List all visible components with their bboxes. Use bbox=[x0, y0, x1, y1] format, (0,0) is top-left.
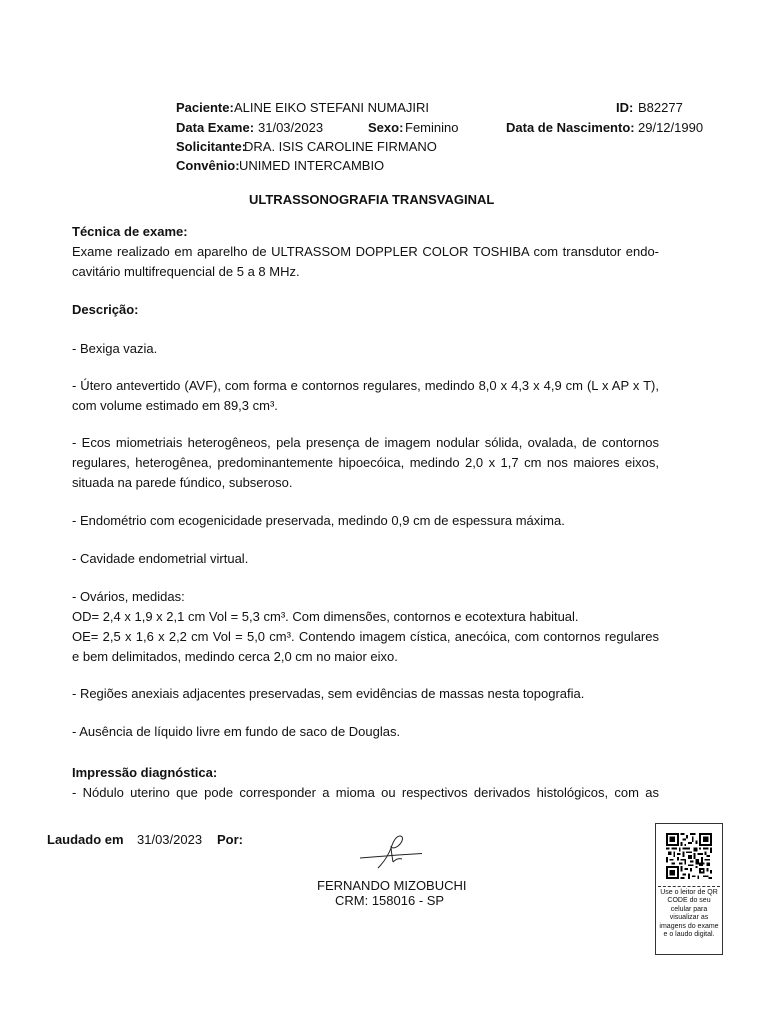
finding-bladder bbox=[72, 339, 659, 359]
impression-section bbox=[72, 763, 659, 803]
birth-date-value: 29/12/1990 bbox=[638, 120, 704, 135]
impression-heading: Impressão diagnóstica: bbox=[72, 765, 218, 780]
insurance-label: Convênio: bbox=[176, 158, 240, 173]
patient-name: ALINE EIKO STEFANI NUMAJIRI bbox=[234, 100, 430, 115]
insurance-value: UNIMED INTERCAMBIO bbox=[239, 158, 385, 173]
finding-line: - Ovários, medidas: bbox=[72, 589, 185, 604]
qr-code-icon[interactable] bbox=[666, 833, 712, 879]
technique-section bbox=[72, 222, 659, 282]
patient-label: Paciente: bbox=[176, 100, 234, 115]
finding-line: e bem delimitados, medindo cerca 2,0 cm no maior eixo. bbox=[72, 649, 398, 664]
sex-label: Sexo: bbox=[368, 120, 404, 135]
finding-line: - Útero antevertido (AVF), com forma e contornos regulares, medindo 8,0 x 4,3 x 4,9 cm (L x AP x T), bbox=[72, 378, 659, 393]
description-heading: Descrição: bbox=[72, 302, 139, 317]
finding-free-fluid bbox=[72, 722, 659, 742]
finding-ovaries bbox=[72, 587, 659, 667]
requester-name: DRA. ISIS CAROLINE FIRMANO bbox=[244, 139, 437, 154]
report-title: ULTRASSONOGRAFIA TRANSVAGINAL bbox=[249, 192, 495, 207]
finding-line: situada na parede fúndico, subseroso. bbox=[72, 475, 293, 490]
qr-code-panel bbox=[655, 823, 723, 955]
id-label: ID: bbox=[616, 100, 634, 115]
finding-myometrium bbox=[72, 433, 659, 493]
description-heading-block bbox=[72, 300, 659, 320]
exam-date-value: 31/03/2023 bbox=[258, 120, 324, 135]
impression-line: - Nódulo uterino que pode corresponder a mioma ou respectivos derivados histológicos, com as bbox=[72, 785, 659, 800]
doctor-crm: CRM: 158016 - SP bbox=[335, 893, 445, 908]
finding-line: OE= 2,5 x 1,6 x 2,2 cm Vol = 5,0 cm³. Contendo imagem cística, anecóica, com contornos regulares bbox=[72, 629, 659, 644]
finding-line: - Endométrio com ecogenicidade preservada, medindo 0,9 cm de espessura máxima. bbox=[72, 513, 565, 528]
doctor-name: FERNANDO MIZOBUCHI bbox=[317, 878, 467, 893]
reported-on-date: 31/03/2023 bbox=[137, 832, 203, 847]
finding-line: - Ausência de líquido livre em fundo de saco de Douglas. bbox=[72, 724, 401, 739]
finding-line: regulares, heterogênea, predominantemente hipoecóica, medindo 2,0 x 1,7 cm nos maiores eixos, bbox=[72, 455, 659, 470]
signature-icon bbox=[358, 832, 424, 872]
birth-date-label: Data de Nascimento: bbox=[506, 120, 635, 135]
id-value: B82277 bbox=[638, 100, 683, 115]
requester-label: Solicitante: bbox=[176, 139, 247, 154]
qr-caption: Use o leitor de QR CODE do seu celular para visualizar as imagens do exame e o laudo digital. bbox=[659, 889, 719, 939]
reported-on-label: Laudado em bbox=[47, 832, 124, 847]
finding-line: - Cavidade endometrial virtual. bbox=[72, 551, 249, 566]
sex-value: Feminino bbox=[405, 120, 459, 135]
finding-cavity bbox=[72, 549, 659, 569]
qr-divider bbox=[658, 886, 720, 887]
finding-endometrium bbox=[72, 511, 659, 531]
exam-date-label: Data Exame: bbox=[176, 120, 255, 135]
finding-uterus bbox=[72, 376, 659, 416]
reported-by-label: Por: bbox=[217, 832, 243, 847]
technique-line: Exame realizado em aparelho de ULTRASSOM DOPPLER COLOR TOSHIBA com transdutor endo- bbox=[72, 244, 659, 259]
finding-line: - Ecos miometriais heterogêneos, pela presença de imagem nodular sólida, ovalada, de contornos bbox=[72, 435, 659, 450]
technique-line: cavitário multifrequencial de 5 a 8 MHz. bbox=[72, 264, 300, 279]
technique-heading: Técnica de exame: bbox=[72, 224, 188, 239]
finding-adnexa bbox=[72, 684, 659, 704]
finding-line: - Regiões anexiais adjacentes preservadas, sem evidências de massas nesta topografia. bbox=[72, 686, 585, 701]
finding-line: - Bexiga vazia. bbox=[72, 341, 158, 356]
finding-line: OD= 2,4 x 1,9 x 2,1 cm Vol = 5,3 cm³. Com dimensões, contornos e ecotextura habitual. bbox=[72, 609, 579, 624]
finding-line: com volume estimado em 89,3 cm³. bbox=[72, 398, 278, 413]
